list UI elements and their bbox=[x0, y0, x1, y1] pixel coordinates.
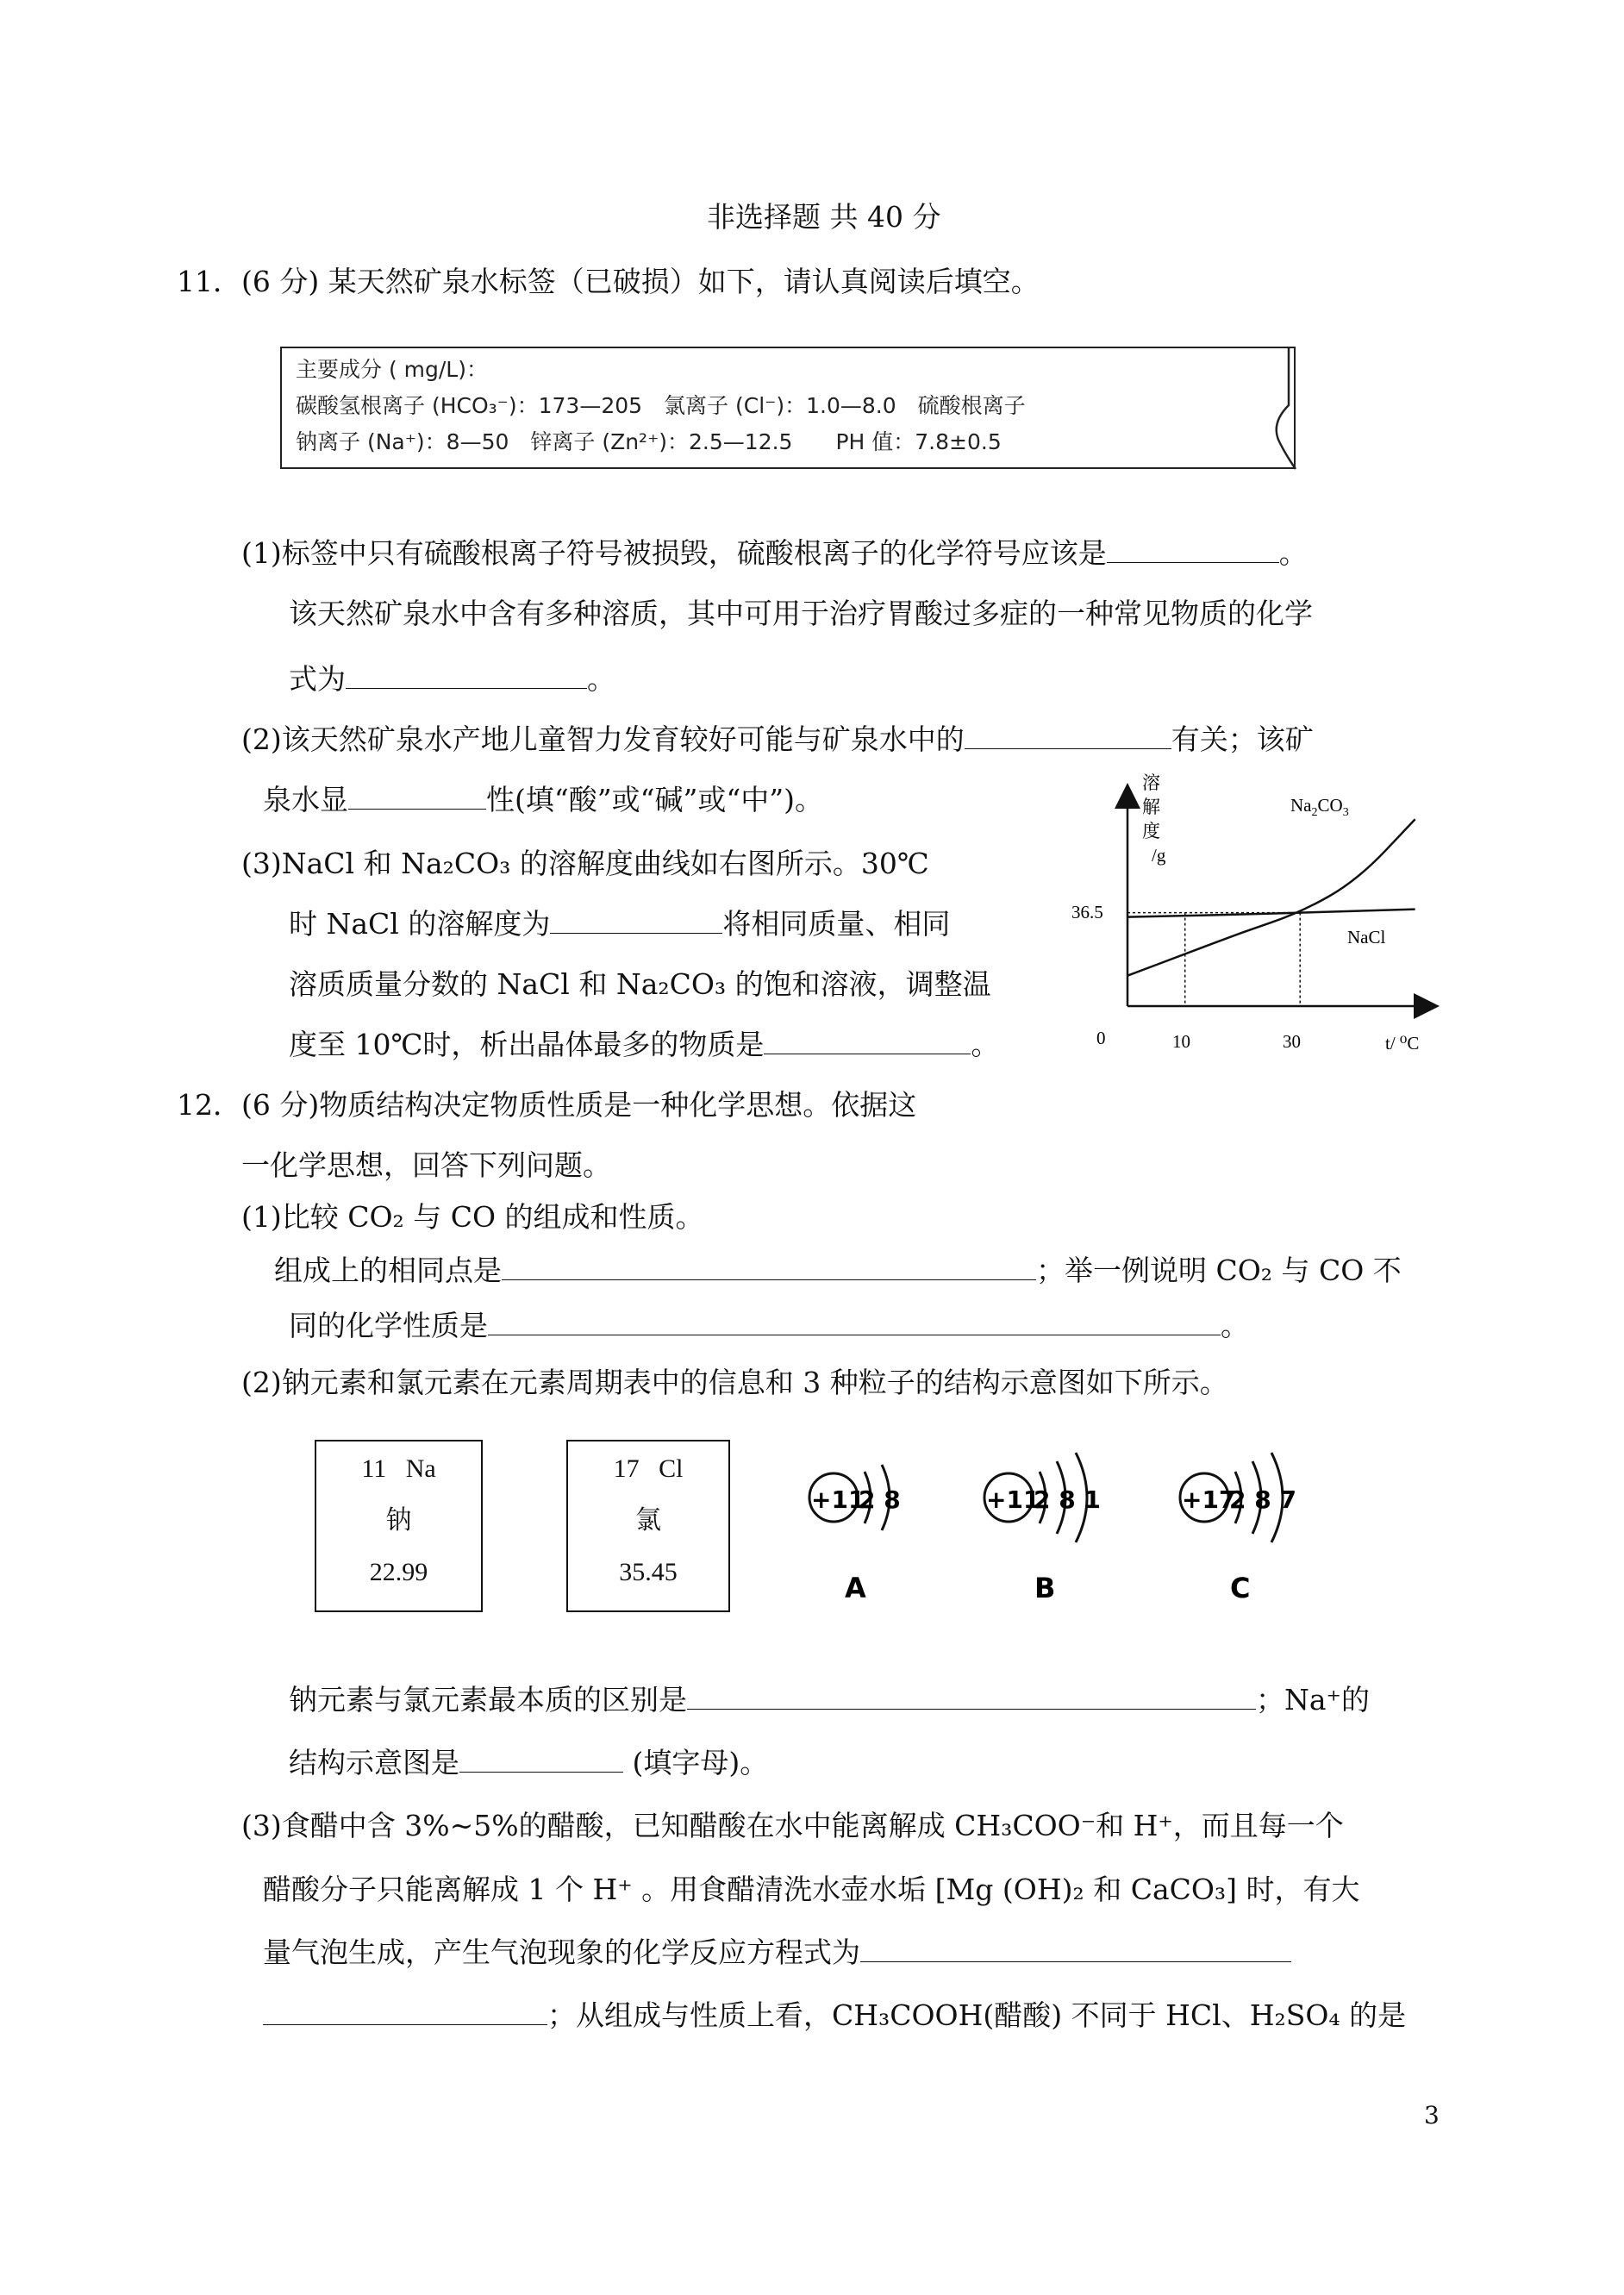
element-name: 氯 bbox=[635, 1506, 661, 1535]
q11-p1-line2: 该天然矿泉水中含有多种溶质，其中可用于治疗胃酸过多症的一种常见物质的化学 bbox=[289, 597, 1313, 630]
q12-stem-line2: 一化学思想，回答下列问题。 bbox=[241, 1148, 611, 1182]
composition-blank[interactable] bbox=[502, 1254, 1036, 1280]
q12-p1-diff-text: 同的化学性质是 bbox=[289, 1309, 488, 1342]
label-line-3: 钠离子 (Na⁺)：8—50 锌离子 (Zn²⁺)：2.5—12.5 PH 值：7.8±0.5 bbox=[296, 429, 1002, 454]
q11-p3-crystal-end: 。 bbox=[971, 1028, 1000, 1061]
q12-p3-equation-text: 量气泡生成，产生气泡现象的化学反应方程式为 bbox=[263, 1935, 860, 1969]
page-number: 3 bbox=[1424, 2101, 1440, 2129]
q12-p1-same-end: ；举一例说明 CO₂ 与 CO 不 bbox=[1036, 1254, 1402, 1287]
q11-p3-line1: (3)NaCl 和 Na₂CO₃ 的溶解度曲线如右图所示。30℃ bbox=[241, 847, 929, 880]
q12-p3-line1: (3)食醋中含 3%~5%的醋酸，已知醋酸在水中能离解成 CH₃COO⁻和 H⁺，而且每一个 bbox=[241, 1809, 1344, 1842]
section-title: 非选择题 共 40 分 bbox=[707, 200, 941, 234]
y-axis-label-3: 度 bbox=[1142, 821, 1160, 841]
q12-p1-line3 bbox=[289, 1309, 1249, 1343]
y-axis-label-1: 溶 bbox=[1142, 772, 1160, 793]
nucleus-label: +11 bbox=[811, 1485, 865, 1514]
property-blank[interactable] bbox=[488, 1309, 1221, 1335]
na2co3-curve bbox=[1127, 819, 1415, 975]
q11-p3-solubility-end: 将相同质量、相同 bbox=[722, 907, 951, 941]
element-cell-chlorine bbox=[566, 1440, 730, 1612]
q12-p2-line3 bbox=[289, 1746, 768, 1780]
mineral-water-label bbox=[280, 347, 1296, 469]
element-mass: 35.45 bbox=[619, 1558, 678, 1586]
option-letter: A bbox=[845, 1572, 866, 1604]
element-difference-blank[interactable] bbox=[687, 1683, 1256, 1710]
q12-p2-ion-end: (填字母)。 bbox=[623, 1746, 769, 1779]
q12-p2-ion-text: 结构示意图是 bbox=[289, 1746, 459, 1779]
q12-p1-same-text: 组成上的相同点是 bbox=[274, 1254, 502, 1287]
q11-p3-crystal-text: 度至 10℃时，析出晶体最多的物质是 bbox=[289, 1028, 765, 1061]
q11-p3-solubility-text: 时 NaCl 的溶解度为 bbox=[289, 907, 551, 941]
torn-edge bbox=[1254, 345, 1297, 472]
q11-p2-ph-end: 性(填“酸”或“碱”或“中”)。 bbox=[486, 783, 823, 816]
label-line-1: 主要成分 ( mg/L)： bbox=[296, 357, 488, 382]
q12-stem-line1: 12．(6 分)物质结构决定物质性质是一种化学思想。依据这 bbox=[177, 1088, 917, 1122]
q11-p2-ph-text: 泉水显 bbox=[263, 783, 348, 816]
x-tick-30: 30 bbox=[1283, 1031, 1301, 1052]
equation-blank-2[interactable] bbox=[263, 1998, 547, 2025]
q12-p2-line1: (2)钠元素和氯元素在元素周期表中的信息和 3 种粒子的结构示意图如下所示。 bbox=[241, 1366, 1228, 1399]
q12-p3-line4 bbox=[263, 1998, 1406, 2033]
label-line-2: 碳酸氢根离子 (HCO₃⁻)：173—205 氯离子 (Cl⁻)：1.0—8.0 硫酸根离子 bbox=[296, 393, 1026, 418]
q11-p2-line1 bbox=[241, 722, 1314, 757]
atom-diagram-b bbox=[972, 1427, 1136, 1617]
atom-diagram-c bbox=[1168, 1427, 1332, 1617]
atom-diagram-a bbox=[797, 1427, 927, 1617]
element-cell-sodium bbox=[315, 1440, 483, 1612]
x-tick-10: 10 bbox=[1172, 1031, 1190, 1052]
solubility-chart bbox=[1056, 772, 1452, 1069]
q12-p1-line1: (1)比较 CO₂ 与 CO 的组成和性质。 bbox=[241, 1200, 704, 1234]
q12-p2-line2 bbox=[289, 1683, 1370, 1717]
element-mass: 22.99 bbox=[369, 1558, 428, 1586]
shell-label: 2 8 bbox=[859, 1485, 901, 1514]
q12-p3-compare-text: ；从组成与性质上看，CH₃COOH(醋酸) 不同于 HCl、H₂SO₄ 的是 bbox=[547, 1998, 1407, 2032]
y-tick-36-5: 36.5 bbox=[1071, 902, 1103, 922]
solubility-blank[interactable] bbox=[550, 907, 722, 934]
formula-blank[interactable] bbox=[346, 662, 587, 689]
q11-p1-formula-end: 。 bbox=[587, 662, 615, 696]
element-name: 钠 bbox=[385, 1506, 412, 1535]
q11-p3-line2 bbox=[289, 907, 950, 941]
q11-p2-end: 有关；该矿 bbox=[1171, 722, 1314, 756]
q11-p1-line1 bbox=[241, 536, 1308, 571]
q12-p3-line3 bbox=[263, 1935, 1291, 1970]
option-letter: C bbox=[1230, 1572, 1251, 1604]
y-axis-label-4: /g bbox=[1152, 845, 1166, 866]
q11-p1-end: 。 bbox=[1278, 536, 1308, 570]
element-number-symbol: 11 Na bbox=[361, 1454, 436, 1483]
shell-label: 2 8 1 bbox=[1034, 1485, 1101, 1514]
q12-p3-line2: 醋酸分子只能离解成 1 个 H⁺ 。用食醋清洗水壶水垢 [Mg (OH)₂ 和 CaCO₃] 时，有大 bbox=[263, 1873, 1360, 1906]
q11-p1-line3 bbox=[289, 662, 615, 697]
q12-p1-line2 bbox=[274, 1254, 1402, 1288]
series-label-nacl: NaCl bbox=[1347, 927, 1386, 947]
origin-label: 0 bbox=[1096, 1028, 1106, 1048]
sulfate-symbol-blank[interactable] bbox=[1107, 536, 1279, 563]
equation-blank-1[interactable] bbox=[860, 1935, 1291, 1962]
q12-p2-diff-end: ；Na⁺的 bbox=[1256, 1683, 1370, 1717]
shell-label: 2 8 7 bbox=[1229, 1485, 1296, 1514]
q11-p3-line4 bbox=[289, 1028, 999, 1062]
element-number-symbol: 17 Cl bbox=[613, 1454, 684, 1483]
x-axis-label: t/ ⁰C bbox=[1385, 1033, 1420, 1054]
crystal-blank[interactable] bbox=[764, 1028, 971, 1054]
ion-diagram-blank[interactable] bbox=[459, 1746, 623, 1773]
y-axis-label-2: 解 bbox=[1142, 797, 1160, 817]
q11-p1-text: (1)标签中只有硫酸根离子符号被损毁，硫酸根离子的化学符号应该是 bbox=[241, 536, 1107, 570]
ion-blank[interactable] bbox=[965, 722, 1171, 749]
q11-stem: 11．(6 分) 某天然矿泉水标签（已破损）如下，请认真阅读后填空。 bbox=[177, 265, 1040, 298]
q11-p3-line3: 溶质质量分数的 NaCl 和 Na₂CO₃ 的饱和溶液，调整温 bbox=[289, 967, 991, 1001]
q11-p1-formula-text: 式为 bbox=[289, 662, 346, 696]
series-label-na2co3: $Na_2CO_3$ bbox=[1290, 795, 1349, 819]
acidity-blank[interactable] bbox=[348, 783, 486, 810]
q12-p2-diff-text: 钠元素与氯元素最本质的区别是 bbox=[289, 1683, 687, 1717]
nucleus-label: +11 bbox=[986, 1485, 1040, 1514]
nucleus-label: +17 bbox=[1182, 1485, 1236, 1514]
q12-p1-diff-end: 。 bbox=[1221, 1309, 1249, 1342]
option-letter: B bbox=[1034, 1572, 1056, 1604]
q11-p2-text: (2)该天然矿泉水产地儿童智力发育较好可能与矿泉水中的 bbox=[241, 722, 965, 756]
q11-p2-line2 bbox=[263, 783, 823, 817]
